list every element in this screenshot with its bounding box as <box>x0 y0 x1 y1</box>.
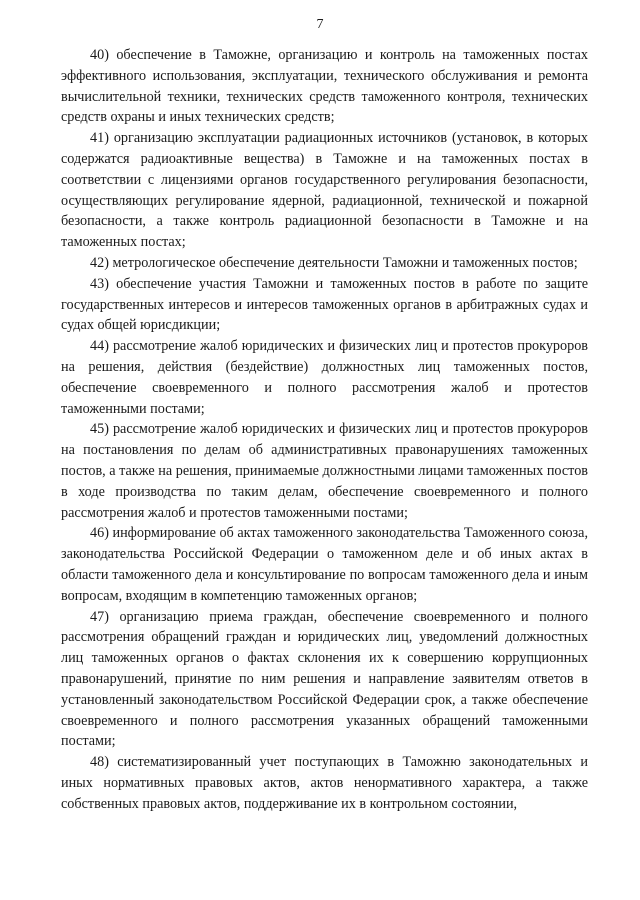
document-body <box>61 45 588 814</box>
page-number: 7 <box>316 17 324 32</box>
paragraph-43: 43) обеспечение участия Таможни и таможенных постов в работе по защите государственных интересов и интересов таможенных органов в арбитражных судах и судах общей юрисдикции; <box>61 275 588 334</box>
paragraph-41: 41) организацию эксплуатации радиационных источников (установок, в которых содержатся радиоактивные вещества) в Таможне и на таможенных постах в соответствии с лицензиями органов государственного регулирования безопасности, осуществляющих регулирование ядерной, радиационной, технической и пожарной безопасности, а также контроль радиационной безопасности в Таможне и на таможенных постах; <box>61 130 588 251</box>
paragraph-47: 47) организацию приема граждан, обеспечение своевременного и полного рассмотрения обращений граждан и юридических лиц, уведомлений должностных лиц таможенных органов о фактах склонения их к совершению коррупционных правонарушений, принятие по ним решения и направление заявителям ответов в установленный законодательством Российской Федерации срок, а также обеспечение своевременного и полного рассмотрения указанных обращений таможенными постами; <box>61 608 588 750</box>
paragraph-42: 42) метрологическое обеспечение деятельности Таможни и таможенных постов; <box>90 254 578 271</box>
paragraph-48: 48) систематизированный учет поступающих в Таможню законодательных и иных нормативных правовых актов, актов ненормативного характера, а также собственных правовых актов, поддерживание их в контрольном состоянии, <box>61 754 588 812</box>
paragraph-45: 45) рассмотрение жалоб юридических и физических лиц и протестов прокуроров на постановления по делам об административных правонарушениях таможенных постов, а также на решения, принимаемые должностными лицами таможенных постов в ходе производства по таким делам, обеспечение своевременного и полного рассмотрения жалоб и протестов таможенными постами; <box>61 421 588 521</box>
paragraph-44: 44) рассмотрение жалоб юридических и физических лиц и протестов прокуроров на решения, действия (бездействие) должностных лиц таможенных постов, обеспечение своевременного и полного рассмотрения жалоб и протестов таможенными постами; <box>61 338 588 417</box>
paragraph-40: 40) обеспечение в Таможне, организацию и контроль на таможенных постах эффективного использования, эксплуатации, технического обслуживания и ремонта вычислительной техники, технических средств таможенного контроля, технических средств охраны и иных технических средств; <box>61 47 588 126</box>
paragraph-46: 46) информирование об актах таможенного законодательства Таможенного союза, законодательства Российской Федерации о таможенном деле и об иных актах в области таможенного дела и консультирование по вопросам таможенного дела и иным вопросам, входящим в компетенцию таможенных органов; <box>61 525 588 604</box>
